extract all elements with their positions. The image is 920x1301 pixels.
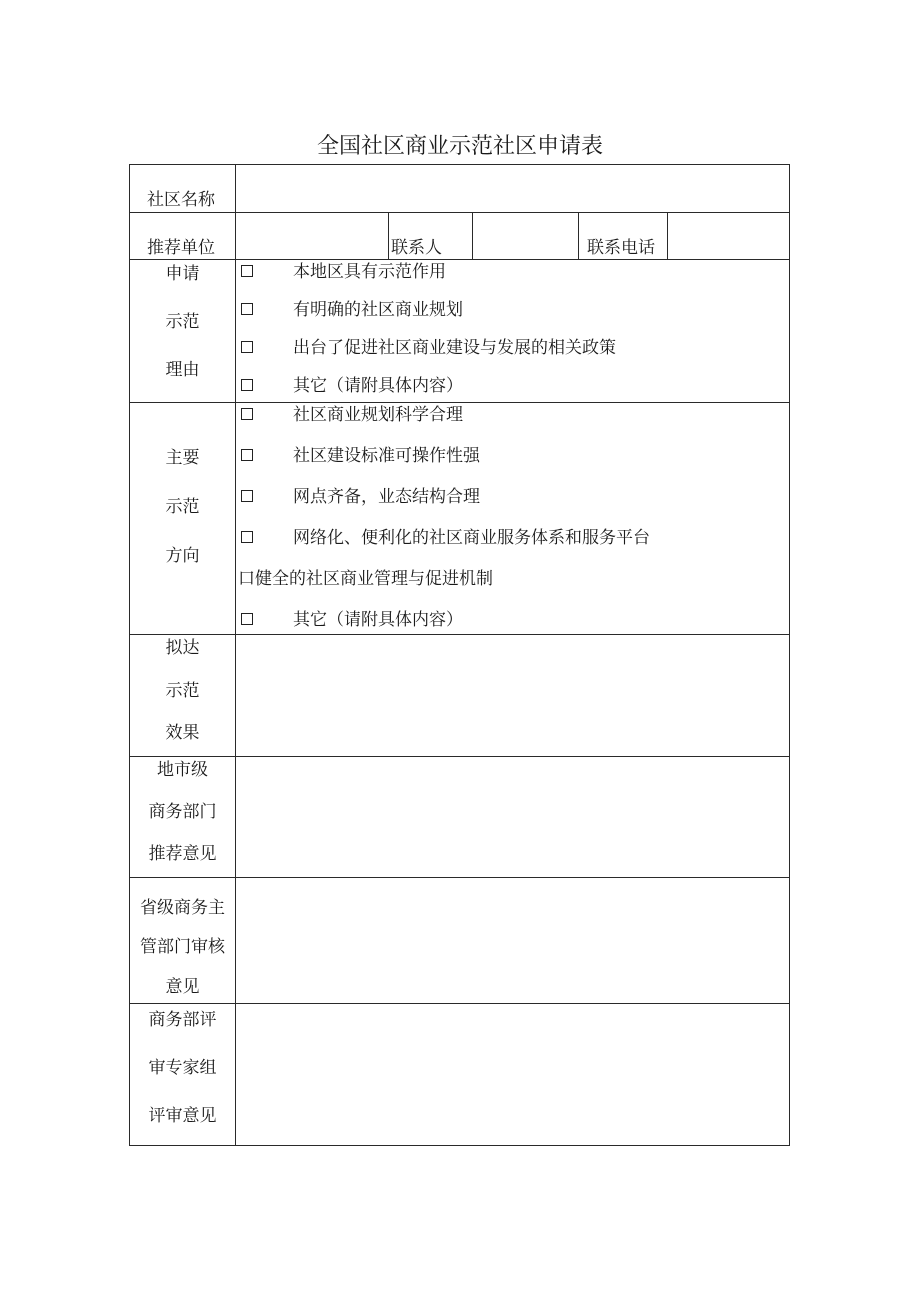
reason-label-line: 示范 <box>165 312 200 332</box>
label-column-divider <box>235 164 236 1146</box>
cell-divider <box>472 212 473 260</box>
direction-label-line: 方向 <box>165 546 200 566</box>
city-opinion-label-line: 地市级 <box>157 760 208 780</box>
effect-label-line: 示范 <box>165 681 200 701</box>
row-divider <box>129 877 790 878</box>
contact-label: 联系人 <box>391 238 442 258</box>
city-opinion-label-line: 推荐意见 <box>148 844 217 864</box>
phone-field[interactable] <box>670 214 787 258</box>
province-opinion-label-line: 管部门审核 <box>140 937 225 957</box>
row-divider <box>129 259 790 260</box>
ministry-opinion-label-line: 评审意见 <box>148 1106 217 1126</box>
table-border-bottom <box>129 1145 790 1146</box>
direction-option: 社区商业规划科学合理 <box>293 405 463 425</box>
row-divider <box>129 756 790 757</box>
reason-checkbox[interactable] <box>241 265 253 277</box>
cell-divider <box>388 212 389 260</box>
community-name-field[interactable] <box>238 166 787 210</box>
table-border-top <box>129 164 790 165</box>
recommend-unit-label: 推荐单位 <box>147 238 215 258</box>
city-opinion-field[interactable] <box>238 758 787 875</box>
reason-label-line: 申请 <box>165 264 200 284</box>
recommend-unit-field[interactable] <box>238 214 386 258</box>
direction-checkbox[interactable] <box>241 408 253 420</box>
effect-label-line: 拟达 <box>165 638 200 658</box>
province-opinion-label-line: 省级商务主 <box>140 898 225 918</box>
reason-label-line: 理由 <box>165 360 200 380</box>
direction-checkbox[interactable] <box>241 613 253 625</box>
direction-label-line: 主要 <box>165 448 200 468</box>
direction-checkbox[interactable] <box>241 490 253 502</box>
community-name-label: 社区名称 <box>147 190 215 210</box>
reason-checkbox[interactable] <box>241 341 253 353</box>
direction-option: 口健全的社区商业管理与促进机制 <box>238 569 493 589</box>
contact-field[interactable] <box>475 214 576 258</box>
direction-checkbox[interactable] <box>241 531 253 543</box>
row-divider <box>129 212 790 213</box>
direction-option: 社区建设标准可操作性强 <box>293 446 480 466</box>
cell-divider <box>578 212 579 260</box>
direction-option: 其它（请附具体内容） <box>293 610 463 630</box>
direction-option: 网点齐备，业态结构合理 <box>293 487 480 507</box>
ministry-opinion-label-line: 审专家组 <box>148 1058 217 1078</box>
direction-option: 网络化、便利化的社区商业服务体系和服务平台 <box>293 528 650 548</box>
province-opinion-field[interactable] <box>238 879 787 1001</box>
row-divider <box>129 402 790 403</box>
reason-checkbox[interactable] <box>241 303 253 315</box>
reason-option: 本地区具有示范作用 <box>293 262 446 282</box>
reason-option: 出台了促进社区商业建设与发展的相关政策 <box>293 338 616 358</box>
direction-checkbox[interactable] <box>241 449 253 461</box>
effect-label-line: 效果 <box>165 723 200 743</box>
city-opinion-label-line: 商务部门 <box>148 802 217 822</box>
reason-option: 有明确的社区商业规划 <box>293 300 463 320</box>
table-border-right <box>789 164 790 1146</box>
reason-option: 其它（请附具体内容） <box>293 376 463 396</box>
row-divider <box>129 634 790 635</box>
phone-label: 联系电话 <box>587 238 655 258</box>
row-divider <box>129 1003 790 1004</box>
direction-label-line: 示范 <box>165 497 200 517</box>
reason-checkbox[interactable] <box>241 379 253 391</box>
cell-divider <box>667 212 668 260</box>
form-title: 全国社区商业示范社区申请表 <box>316 134 603 159</box>
province-opinion-label-line: 意见 <box>165 977 200 997</box>
effect-field[interactable] <box>238 636 787 754</box>
ministry-opinion-field[interactable] <box>238 1005 787 1143</box>
ministry-opinion-label-line: 商务部评 <box>148 1010 217 1030</box>
